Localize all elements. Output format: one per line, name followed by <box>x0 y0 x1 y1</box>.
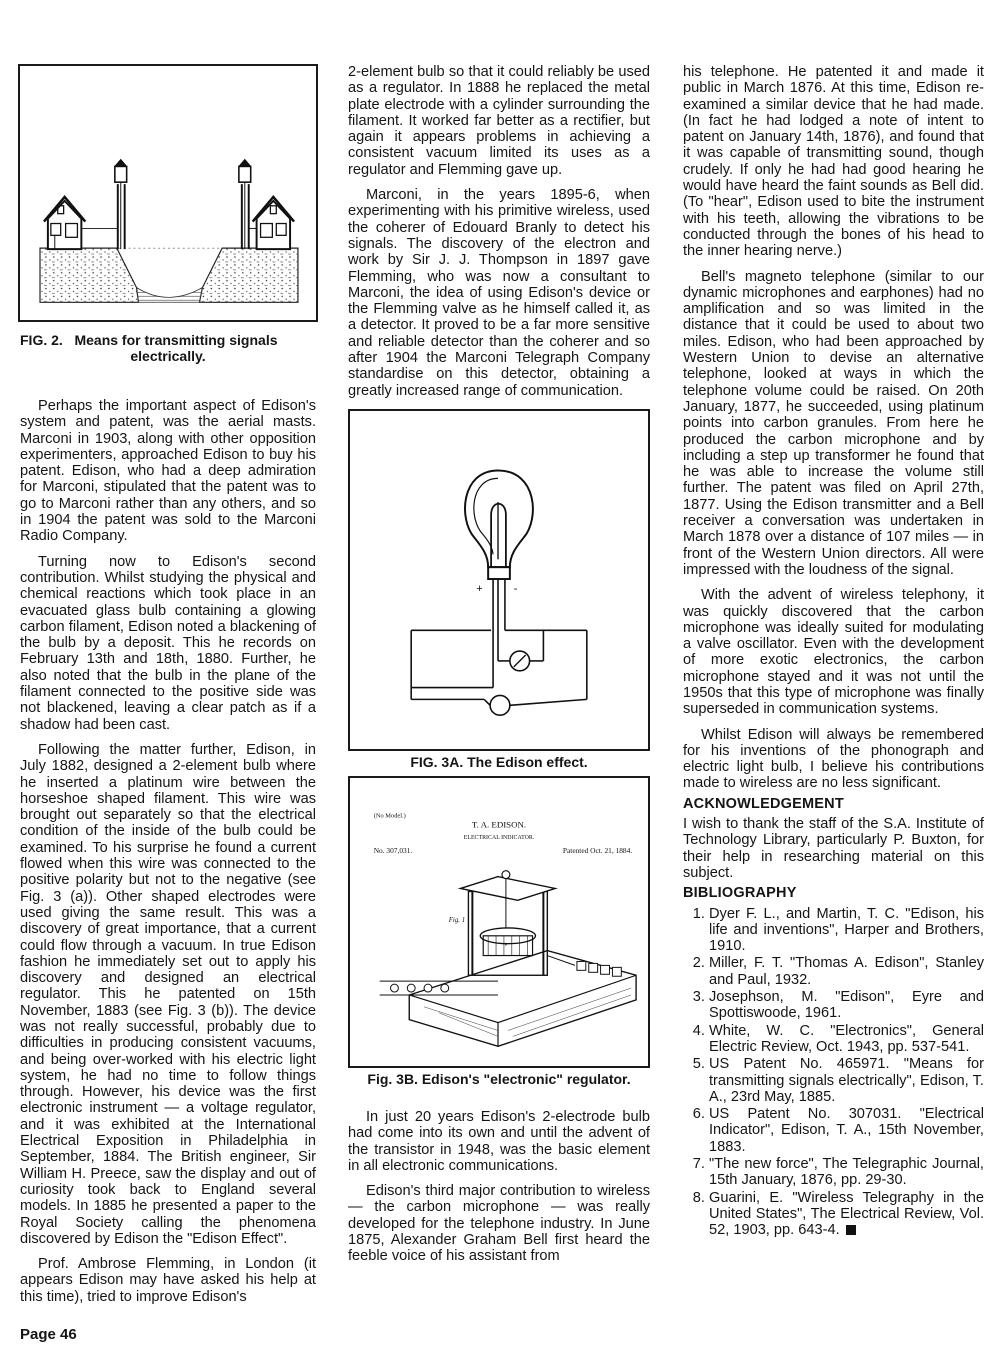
bibliography-list <box>683 906 984 1239</box>
paragraph: In just 20 years Edison's 2-electrode bulb had come into its own and until the advent of the transistor in 1948, was the basic element in all electronic communications. <box>348 1108 650 1174</box>
bibliography-item: 3. Josephson, M. "Edison", Eyre and Spottiswoode, 1961. <box>709 989 984 1022</box>
acknowledgement-heading: ACKNOWLEDGEMENT <box>683 795 844 812</box>
paragraph: 2-element bulb so that it could reliably be used as a regulator. In 1888 he replaced the metal plate electrode with a cylinder surrounding the filament. It worked far better as a rectifier, but again it appears problems in achieving a consistent vacuum limited its uses as a regulator and Flemming gave up. <box>348 64 650 178</box>
figure-2-caption-line1: FIG. 2. Means for transmitting signals <box>20 332 278 348</box>
electrical-indicator-patent-drawing <box>350 778 648 1066</box>
figure-2-drawing <box>20 66 316 320</box>
paragraph: Edison's third major contribution to wireless — the carbon microphone — was really developed for the telephone industry. In June 1875, Alexander Graham Bell first heard the feeble voice of his assistant from <box>348 1183 650 1265</box>
bibliography-item: 5. US Patent No. 465971. "Means for transmitting signals electrically", Edison, T. A., 23rd May, 1885. <box>709 1056 984 1105</box>
bibliography-item: 6. US Patent No. 307031. "Electrical Indicator", Edison, T. A., 15th November, 1883. <box>709 1106 984 1155</box>
paragraph: Prof. Ambrose Flemming, in London (it appears Edison may have asked his help at this time), tried to improve Edison's <box>20 1256 316 1305</box>
figure-3a-caption: FIG. 3A. The Edison effect. <box>410 753 588 770</box>
figure-2-caption-line2: electrically. <box>130 348 206 364</box>
figure-3b-caption: Fig. 3B. Edison's "electronic" regulator. <box>367 1070 631 1087</box>
paragraph: Whilst Edison will always be remembered for his inventions of the phonograph and electric light bulb, I believe his contributions made to wireless are no less significant. <box>683 726 984 792</box>
figure-label: Fig. 1 <box>448 916 466 924</box>
paragraph: Perhaps the important aspect of Edison's system and patent, was the aerial masts. Marconi in 1903, along with other opposition experimenters, approached Edison to buy his patent. Edison, who had a deep admiration for Marconi, stipulated that the patent was to go to Marconi rather than any others, and so in 1904 the patent was sold to the Marconi Radio Company. <box>20 398 316 545</box>
figure-2-caption <box>20 332 316 364</box>
bibliography-item: 4. White, W. C. "Electronics", General Electric Review, Oct. 1943, pp. 537-541. <box>709 1023 984 1056</box>
column-1 <box>20 64 316 1314</box>
patent-date: Patented Oct. 21, 1884. <box>562 845 633 855</box>
column-2 <box>348 64 650 1274</box>
paragraph: With the advent of wireless telephony, it was quickly discovered that the carbon microphone was ideally suited for modulating a valve oscillator. Even with the development of more exotic electronics, the carbon microphone stayed and it was not until the 1950s that this type of microphone was finally superseded in communication systems. <box>683 587 984 718</box>
edison-effect-diagram <box>350 411 648 749</box>
model-note: (No Model.) <box>373 812 406 820</box>
paragraph: Following the matter further, Edison, in July 1882, designed a 2-element bulb where he inserted a platinum wire between the horseshoe shaped filament. This wire was brought out separately so that the electrical condition of the inside of the bulb could be examined. To his surprise he found a current flowed when this wire was connected to the positive polarity but not to the negative (see Fig. 3 (a)). Other shaped electrodes were used giving the same result. This was a discovery of great importance, that a current could flow through a vacuum. In true Edison fashion he immediately set out to apply his discovery and designed an electrical regulator. This he patented on 15th November, 1883 (see Fig. 3 (b)). The device was not really successful, probably due to difficulties in producing consistent vacuums, and being over-worked with his electric light system, he had no time to follow things through. However, his device was the first electronic instrument — a voltage regulator, and it was exhibited at the International Electrical Exposition in Philadelphia in September, 1884. The British engineer, Sir William H. Preece, saw the display and out of curiosity took back to England several models. In 1885 he presented a paper to the Royal Society calling the phenomena discovered by Edison the "Edison Effect". <box>20 741 316 1247</box>
end-of-article-mark <box>846 1225 856 1235</box>
paragraph: Bell's magneto telephone (similar to our dynamic microphones and earphones) had no amplification and so was limited in the distance that it could be used to about two miles. Edison, who had been approached by Western Union to devise an alternative telephone, looked at ways in which the telephone volume could be raised. On 20th January, 1877, he succeeded, using platinum points into carbon granules. From here he produced the carbon microphone and by including a step up transformer he found that he was able to increase the volume still further. The patent was filed on April 27th, 1877. Using the Edison transmitter and a Bell receiver a conversation was undertaken in March 1878 over a distance of 107 miles — in front of the Western Union directors. All were impressed with the loudness of the signal. <box>683 268 984 578</box>
acknowledgement-text: I wish to thank the staff of the S.A. Institute of Technology Library, particularly P. Buxton, for their help in researching material on this subject. <box>683 816 984 881</box>
svg-text:-: - <box>513 582 518 595</box>
bibliography-item: 1. Dyer F. L., and Martin, T. C. "Edison, his life and inventions", Harper and Brothers, 1910. <box>709 906 984 955</box>
bibliography-heading: BIBLIOGRAPHY <box>683 885 797 902</box>
patent-device: ELECTRICAL INDICATOR. <box>463 835 535 842</box>
page-number: Page 46 <box>20 1326 77 1343</box>
svg-text:+: + <box>476 582 483 595</box>
figure-3a <box>348 409 650 751</box>
bibliography-item: 7. "The new force", The Telegraphic Journal, 15th January, 1876, pp. 29-30. <box>709 1156 984 1189</box>
bibliography-item <box>709 1190 984 1239</box>
patent-number: No. 307,031. <box>373 845 413 855</box>
figure-2 <box>18 64 318 322</box>
paragraph: Marconi, in the years 1895-6, when experimenting with his primitive wireless, used the coherer of Edouard Branly to detect his signals. The discovery of the electron and work by Sir J. J. Thompson in 1897 gave Flemming, who was now a consultant to Marconi, the idea of using Edison's device or the Flemming valve as he himself called it, as a detector. It proved to be a far more sensitive and reliable detector than the coherer and so after 1904 the Marconi Telegraph Company standardise on this detector, obtaining a greatly increased range of communication. <box>348 187 650 399</box>
patent-inventor: T. A. EDISON. <box>471 819 527 830</box>
bibliography-item: 2. Miller, F. T. "Thomas A. Edison", Stanley and Paul, 1932. <box>709 955 984 988</box>
figure-3b <box>348 776 650 1068</box>
bibliography-item-text: Guarini, E. "Wireless Telegraphy in the United States", The Electrical Review, Vol. 52, 1903, pp. 643-4. <box>709 1189 984 1239</box>
column-3 <box>683 64 984 1239</box>
paragraph: his telephone. He patented it and made it public in March 1876. At this time, Edison re-examined a similar device that he had made. (In fact he had lodged a note of intent to patent on January 14th, 1876), and found that it was capable of transmitting sound, though crudely. If only he had had good hearing he would have heard the faint sounds as Bell did. (To "hear", Edison used to bite the instrument with his teeth, allowing the vibrations to be conducted through the bones of his head to the inner hearing nerve.) <box>683 64 984 260</box>
paragraph: Turning now to Edison's second contribution. Whilst studying the physical and chemical reactions which took place in an evacuated glass bulb containing a glowing carbon filament, Edison noted a blackening of the bulb by a deposit. This he records on February 13th and 18th, 1880. Further, he also noted that the bulb in the plane of the filament connected to the positive side was not blackened, leaving a clear patch as if a shadow had been cast. <box>20 553 316 733</box>
